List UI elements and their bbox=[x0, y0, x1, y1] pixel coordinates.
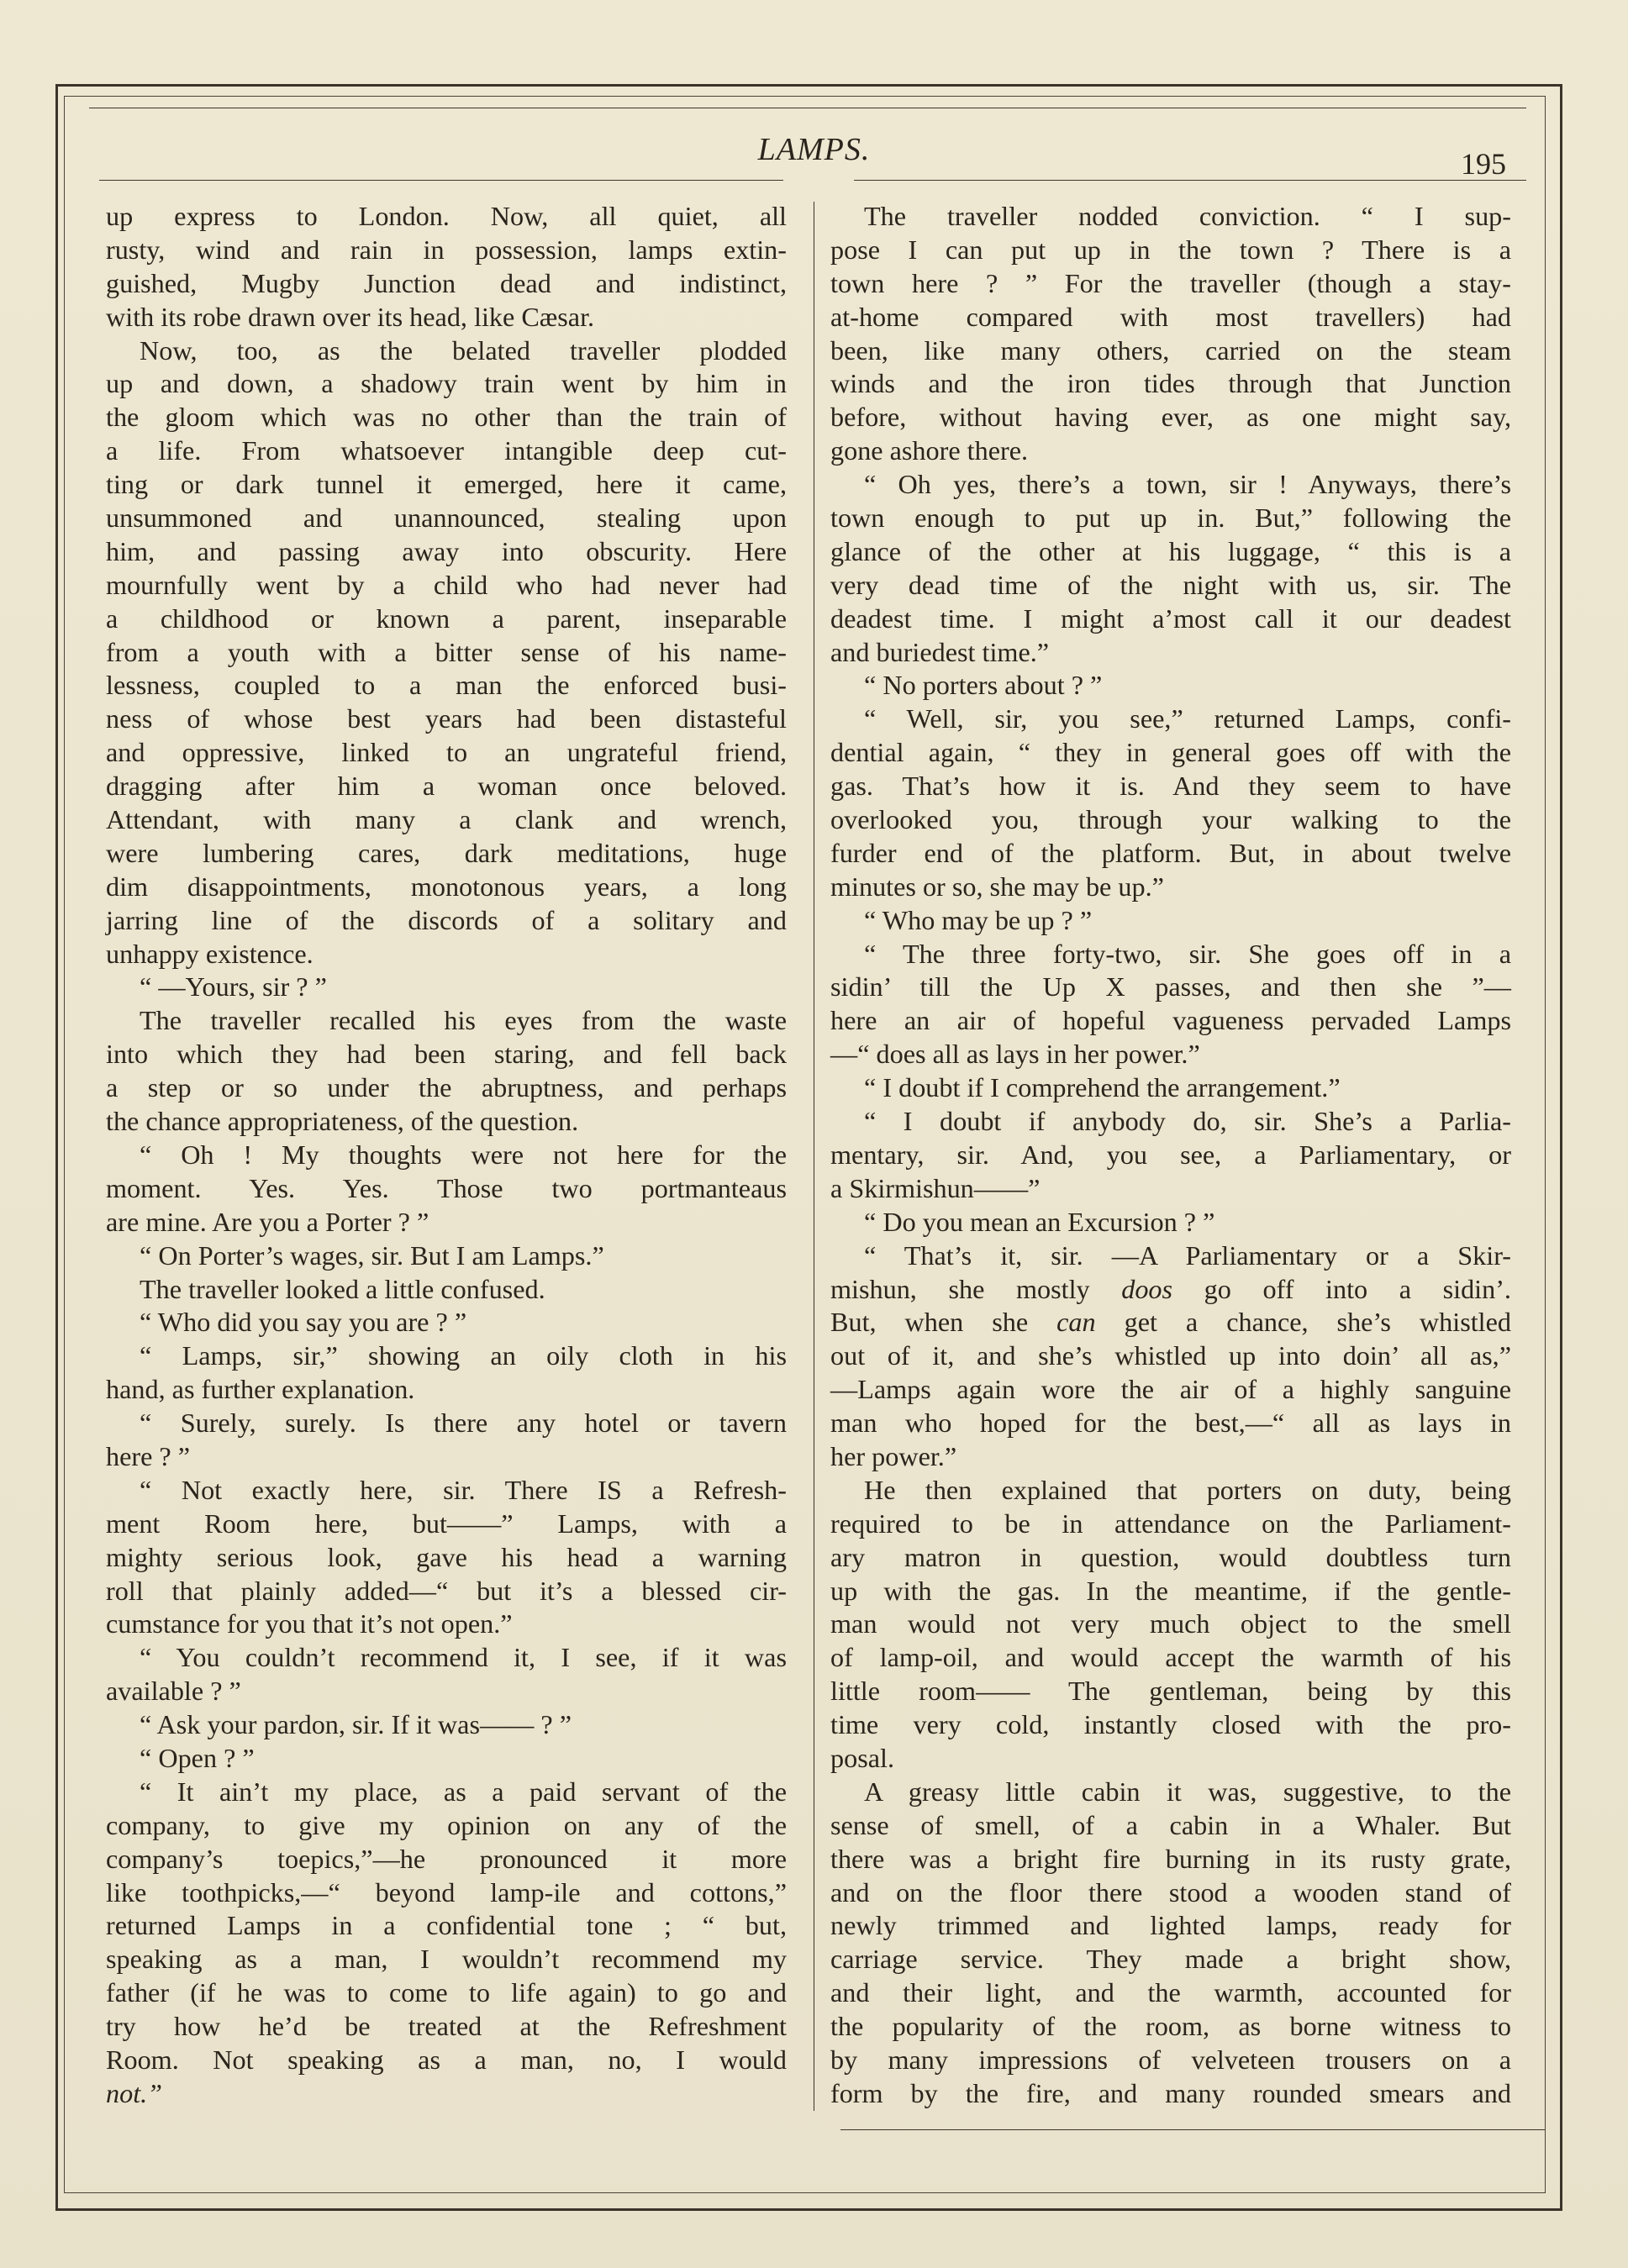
text-line: not.” bbox=[106, 2077, 163, 2108]
right-column bbox=[830, 200, 1511, 2111]
text-line: ness of whose best years had been distasteful bbox=[106, 703, 787, 734]
text-line: newly trimmed and lighted lamps, ready for bbox=[830, 1910, 1511, 1941]
text-line: are mine. Are you a Porter ? ” bbox=[106, 1206, 429, 1237]
text-line: carriage service. They made a bright show, bbox=[830, 1944, 1511, 1975]
left-column bbox=[106, 200, 787, 2111]
text-line: up with the gas. In the meantime, if the gentle- bbox=[830, 1575, 1511, 1606]
text-line: “ Lamps, sir,” showing an oily cloth in his bbox=[140, 1340, 787, 1371]
text-line: and buriedest time.” bbox=[830, 636, 1050, 667]
text-line: minutes or so, she may be up.” bbox=[830, 871, 1164, 902]
running-head: LAMPS. bbox=[757, 132, 871, 167]
text-line: speaking as a man, I wouldn’t recommend my bbox=[106, 1944, 787, 1975]
text-line: moment. Yes. Yes. Those two portmanteaus bbox=[106, 1172, 787, 1203]
text-line: been, like many others, carried on the steam bbox=[830, 334, 1511, 366]
text-line: and their light, and the warmth, accounted for bbox=[830, 1977, 1511, 2008]
text-line: up and down, a shadowy train went by him in bbox=[106, 368, 787, 399]
italic-word: can bbox=[1056, 1307, 1096, 1338]
text-line: “ No porters about ? ” bbox=[864, 670, 1103, 701]
text-line: unhappy existence. bbox=[106, 938, 313, 969]
text-line: father (if he was to come to life again) to go and bbox=[106, 1977, 787, 2008]
page-number: 195 bbox=[1461, 147, 1506, 181]
text-line: “ It ain’t my place, as a paid servant of the bbox=[140, 1776, 787, 1807]
text-line: lessness, coupled to a man the enforced busi- bbox=[106, 670, 787, 701]
text-line: out of it, and she’s whistled up into doin’ all as,” bbox=[830, 1340, 1511, 1371]
head-rule-left bbox=[99, 180, 783, 181]
text-line: “ Ask your pardon, sir. If it was—— ? ” bbox=[140, 1709, 572, 1740]
text-line: time very cold, instantly closed with the pro- bbox=[830, 1709, 1511, 1740]
text-line: “ The three forty-two, sir. She goes off in a bbox=[864, 938, 1511, 969]
text-line: “ Who did you say you are ? ” bbox=[140, 1307, 467, 1338]
text-line: very dead time of the night with us, sir. The bbox=[830, 569, 1511, 600]
text-line: like toothpicks,—“ beyond lamp-ile and cottons,” bbox=[106, 1876, 787, 1908]
text-line: a life. From whatsoever intangible deep cut- bbox=[106, 435, 787, 466]
text-line: —Lamps again wore the air of a highly sanguine bbox=[830, 1374, 1511, 1405]
text-line: dragging after him a woman once beloved. bbox=[106, 771, 787, 802]
text-line: ment Room here, but——” Lamps, with a bbox=[106, 1508, 787, 1539]
text-line: with its robe drawn over its head, like Cæsar. bbox=[106, 301, 595, 332]
text-line: The traveller recalled his eyes from the waste bbox=[140, 1005, 787, 1036]
text-line: man would not very much object to the smell bbox=[830, 1608, 1511, 1639]
text-line: “ That’s it, sir. —A Parliamentary or a Skir- bbox=[864, 1239, 1511, 1271]
text-line: guished, Mugby Junction dead and indistinct, bbox=[106, 267, 787, 298]
text-line: try how he’d be treated at the Refreshment bbox=[106, 2011, 787, 2042]
text-line: “ Oh yes, there’s a town, sir ! Anyways, there’s bbox=[864, 469, 1511, 500]
text-line: “ Oh ! My thoughts were not here for the bbox=[140, 1139, 787, 1170]
text-line: mishun, she mostly doos go off into a sidin’. bbox=[830, 1273, 1511, 1304]
text-line: town here ? ” For the traveller (though a stay- bbox=[830, 267, 1511, 298]
text-line: dential again, “ they in general goes off with the bbox=[830, 737, 1511, 768]
bottom-rule bbox=[840, 2129, 1545, 2130]
italic-word: doos bbox=[1121, 1273, 1173, 1304]
text-line: “ I doubt if I comprehend the arrangement.” bbox=[864, 1072, 1341, 1103]
text-line: dim disappointments, monotonous years, a long bbox=[106, 871, 787, 902]
text-line: winds and the iron tides through that Junction bbox=[830, 368, 1511, 399]
text-line: “ Do you mean an Excursion ? ” bbox=[864, 1206, 1215, 1237]
text-line: a Skirmishun——” bbox=[830, 1172, 1041, 1203]
text-line: her power.” bbox=[830, 1440, 957, 1471]
text-line: “ On Porter’s wages, sir. But I am Lamps.” bbox=[140, 1239, 604, 1271]
text-line: jarring line of the discords of a solitary and bbox=[106, 904, 787, 935]
text-line: “ Who may be up ? ” bbox=[864, 904, 1093, 935]
text-line: ary matron in question, would doubtless turn bbox=[830, 1541, 1511, 1572]
text-line: by many impressions of velveteen trousers on a bbox=[830, 2044, 1511, 2075]
text-line: a childhood or known a parent, inseparable bbox=[106, 603, 787, 634]
text-line: hand, as further explanation. bbox=[106, 1374, 415, 1405]
text-line: a step or so under the abruptness, and perhaps bbox=[106, 1072, 787, 1103]
text-line: sense of smell, of a cabin in a Whaler. But bbox=[830, 1809, 1511, 1840]
text-line: here an air of hopeful vagueness pervaded Lamps bbox=[830, 1005, 1511, 1036]
text-line: gone ashore there. bbox=[830, 435, 1029, 466]
text-line: A greasy little cabin it was, suggestive, to the bbox=[864, 1776, 1511, 1807]
text-line: “ You couldn’t recommend it, I see, if it was bbox=[140, 1642, 787, 1673]
text-line: cumstance for you that it’s not open.” bbox=[106, 1608, 513, 1639]
text-line: Attendant, with many a clank and wrench, bbox=[106, 804, 787, 835]
text-line: mournfully went by a child who had never had bbox=[106, 569, 787, 600]
text-line: the gloom which was no other than the train of bbox=[106, 402, 787, 433]
text-line: Now, too, as the belated traveller plodded bbox=[140, 334, 787, 366]
text-line: furder end of the platform. But, in about twelve bbox=[830, 837, 1511, 868]
text-line: Room. Not speaking as a man, no, I would bbox=[106, 2044, 787, 2075]
text-line: required to be in attendance on the Parliament- bbox=[830, 1508, 1511, 1539]
text-line: deadest time. I might a’most call it our deadest bbox=[830, 603, 1511, 634]
text-line: posal. bbox=[830, 1742, 894, 1773]
text-line: “ Not exactly here, sir. There IS a Refresh- bbox=[140, 1474, 787, 1505]
text-line: “ —Yours, sir ? ” bbox=[140, 971, 327, 1002]
text-line: little room—— The gentleman, being by this bbox=[830, 1676, 1511, 1707]
text-line: returned Lamps in a confidential tone ; “ but, bbox=[106, 1910, 787, 1941]
text-line: ting or dark tunnel it emerged, here it came, bbox=[106, 469, 787, 500]
text-line: there was a bright fire burning in its rusty grate, bbox=[830, 1843, 1511, 1874]
text-line: the chance appropriateness, of the question. bbox=[106, 1106, 579, 1137]
text-line: of lamp-oil, and would accept the warmth of his bbox=[830, 1642, 1511, 1673]
text-line: up express to London. Now, all quiet, all bbox=[106, 201, 787, 231]
text-line: at-home compared with most travellers) had bbox=[830, 301, 1511, 332]
head-rule-right bbox=[854, 180, 1526, 181]
text-line: from a youth with a bitter sense of his name- bbox=[106, 636, 787, 667]
text-line: mighty serious look, gave his head a warning bbox=[106, 1541, 787, 1572]
text-line: company, to give my opinion on any of the bbox=[106, 1809, 787, 1840]
text-line: the popularity of the room, as borne witness to bbox=[830, 2011, 1511, 2042]
text-line: The traveller nodded conviction. “ I sup- bbox=[864, 201, 1511, 231]
text-line: here ? ” bbox=[106, 1440, 191, 1471]
text-line: roll that plainly added—“ but it’s a blessed cir- bbox=[106, 1575, 787, 1606]
text-line: sidin’ till the Up X passes, and then she ”— bbox=[830, 971, 1511, 1002]
text-line: and on the floor there stood a wooden stand of bbox=[830, 1876, 1511, 1908]
text-line: him, and passing away into obscurity. Here bbox=[106, 535, 787, 566]
text-line: form by the fire, and many rounded smears and bbox=[830, 2077, 1511, 2108]
text-line: rusty, wind and rain in possession, lamps extin- bbox=[106, 234, 787, 265]
text-line: available ? ” bbox=[106, 1676, 241, 1707]
text-line: man who hoped for the best,—“ all as lays in bbox=[830, 1408, 1511, 1439]
text-line: He then explained that porters on duty, being bbox=[864, 1474, 1511, 1505]
text-line: before, without having ever, as one might say, bbox=[830, 402, 1511, 433]
text-line: —“ does all as lays in her power.” bbox=[830, 1039, 1200, 1070]
text-line: glance of the other at his luggage, “ this is a bbox=[830, 535, 1511, 566]
text-line: The traveller looked a little confused. bbox=[140, 1273, 545, 1304]
text-line: “ Well, sir, you see,” returned Lamps, confi- bbox=[864, 703, 1511, 734]
text-line: were lumbering cares, dark meditations, huge bbox=[106, 837, 787, 868]
text-line: gas. That’s how it is. And they seem to have bbox=[830, 771, 1511, 802]
text-line: mentary, sir. And, you see, a Parliamentary, or bbox=[830, 1139, 1511, 1170]
text-line: But, when she can get a chance, she’s whistled bbox=[830, 1307, 1511, 1338]
text-line: into which they had been staring, and fell back bbox=[106, 1039, 787, 1070]
text-line: company’s toepics,”—he pronounced it more bbox=[106, 1843, 787, 1874]
text-line: town enough to put up in. But,” following the bbox=[830, 503, 1511, 534]
text-line: unsummoned and unannounced, stealing upon bbox=[106, 503, 787, 534]
text-line: “ Surely, surely. Is there any hotel or tavern bbox=[140, 1408, 787, 1439]
text-line: and oppressive, linked to an ungrateful friend, bbox=[106, 737, 787, 768]
text-line: pose I can put up in the town ? There is a bbox=[830, 234, 1511, 265]
text-line: overlooked you, through your walking to the bbox=[830, 804, 1511, 835]
text-line: “ I doubt if anybody do, sir. She’s a Parlia- bbox=[864, 1106, 1511, 1137]
text-line: “ Open ? ” bbox=[140, 1742, 255, 1773]
